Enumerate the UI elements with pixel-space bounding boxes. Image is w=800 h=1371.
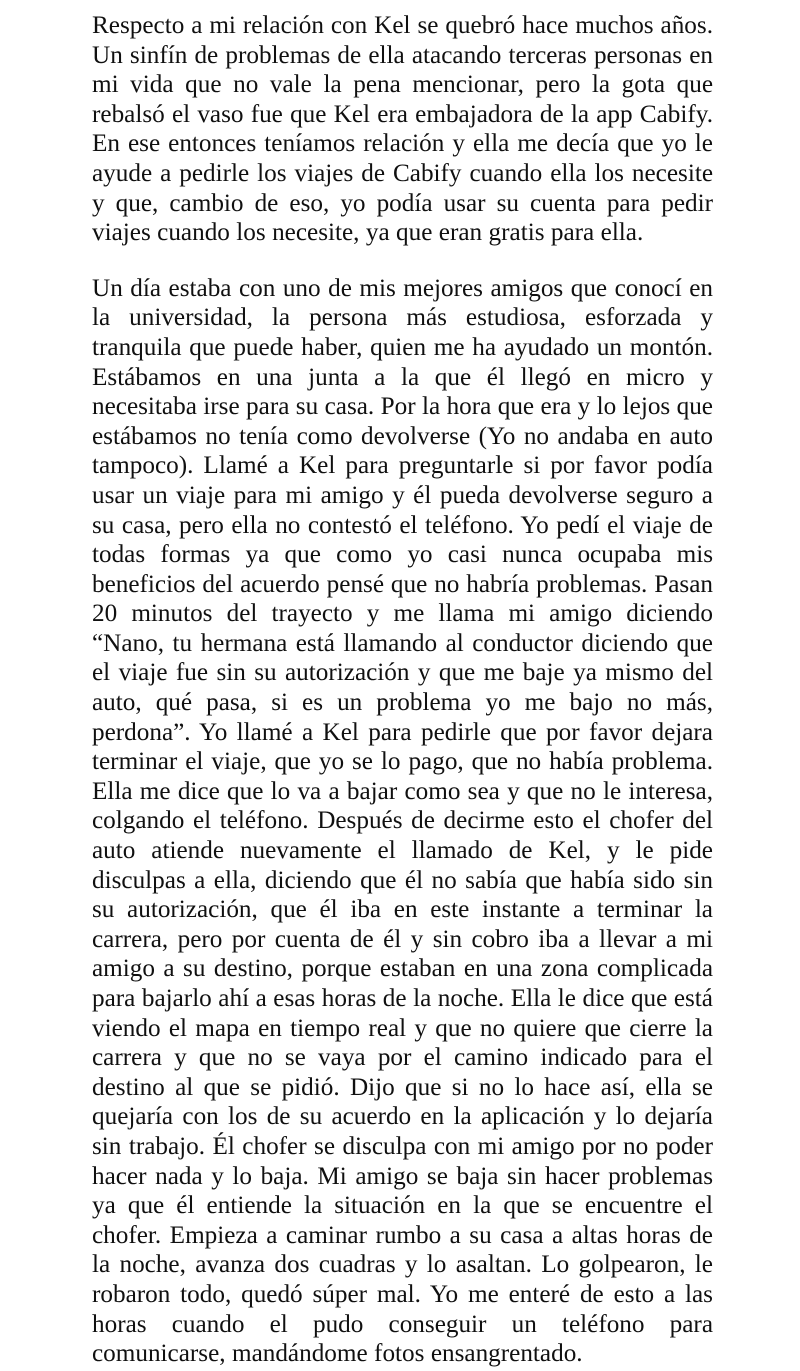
text-body: [92, 11, 713, 1369]
paragraph-1: Respecto a mi relación con Kel se quebró hace muchos años. Un sinfín de problemas de ella atacando terceras personas en mi vida que no vale la pena mencionar, pero la gota que rebalsó el vaso fue que Kel era embajadora de la app Cabify. En ese entonces teníamos relación y ella me decía que yo le ayude a pedirle los viajes de Cabify cuando ella los necesite y que, cambio de eso, yo podía usar su cuenta para pedir viajes cuando los necesite, ya que eran gratis para ella.: [92, 12, 713, 247]
paragraph-2: Un día estaba con uno de mis mejores amigos que conocí en la universidad, la persona más estudiosa, esforzada y tranquila que puede haber, quien me ha ayudado un montón. Estábamos en una junta a la que él llegó en micro y necesitaba irse para su casa. Por la hora que era y lo lejos que estábamos no tenía como devolverse (Yo no andaba en auto tampoco). Llamé a Kel para preguntarle si por favor podía usar un viaje para mi amigo y él pueda devolverse seguro a su casa, pero ella no contestó el teléfono. Yo pedí el viaje de todas formas ya que como yo casi nunca ocupaba mis beneficios del acuerdo pensé que no habría problemas. Pasan 20 minutos del trayecto y me llama mi amigo diciendo “Nano, tu hermana está llamando al conductor diciendo que el viaje fue sin su autorización y que me baje ya mismo del auto, qué pasa, si es un problema yo me bajo no más, perdona”. Yo llamé a Kel para pedirle que por favor dejara terminar el viaje, que yo se lo pago, que no había problema. Ella me dice que lo va a bajar como sea y que no le interesa, colgando el teléfono. Después de decirme esto el chofer del auto atiende nuevamente el llamado de Kel, y le pide disculpas a ella, diciendo que él no sabía que había sido sin su autorización, que él iba en este instante a terminar la carrera, pero por cuenta de él y sin cobro iba a llevar a mi amigo a su destino, porque estaban en una zona complicada para bajarlo ahí a esas horas de la noche. Ella le dice que está viendo el mapa en tiempo real y que no quiere que cierre la carrera y que no se vaya por el camino indicado para el destino al que se pidió. Dijo que si no lo hace así, ella se quejaría con los de su acuerdo en la aplicación y lo dejaría sin trabajo. Él chofer se disculpa con mi amigo por no poder hacer nada y lo baja. Mi amigo se baja sin hacer problemas ya que él entiende la situación en la que se encuentre el chofer. Empieza a caminar rumbo a su casa a altas horas de la noche, avanza dos cuadras y lo asaltan. Lo golpearon, le robaron todo, quedó súper mal. Yo me enteré de esto a las horas cuando el pudo conseguir un teléfono para comunicarse, mandándome fotos ensangrentado.: [92, 274, 713, 1368]
